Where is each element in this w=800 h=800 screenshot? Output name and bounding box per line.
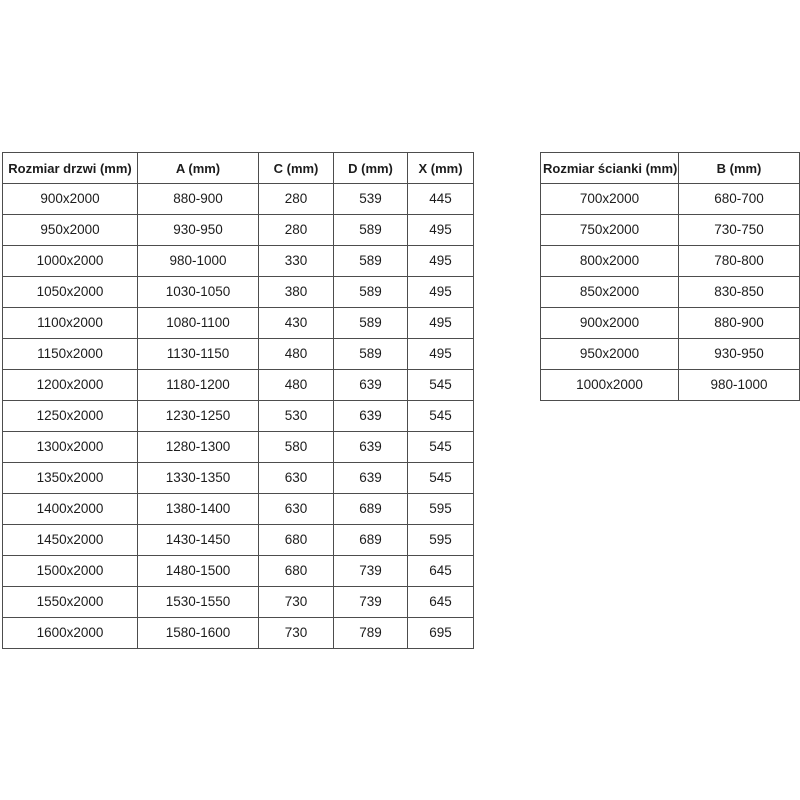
table-cell: 950x2000: [3, 215, 138, 246]
table-cell: 689: [334, 494, 408, 525]
table-row: [3, 525, 474, 556]
table-header-row: [541, 153, 800, 184]
table-cell: 1550x2000: [3, 587, 138, 618]
table-header-cell: B (mm): [679, 153, 800, 184]
table-row: [541, 246, 800, 277]
table-cell: 1350x2000: [3, 463, 138, 494]
wall-panel-sizes-table: [540, 152, 800, 401]
table-row: [3, 401, 474, 432]
table-cell: 495: [408, 215, 474, 246]
table-cell: 730: [259, 587, 334, 618]
table-row: [541, 370, 800, 401]
table-row: [541, 339, 800, 370]
table-cell: 630: [259, 463, 334, 494]
table-cell: 589: [334, 246, 408, 277]
table-row: [3, 494, 474, 525]
table-cell: 1280-1300: [138, 432, 259, 463]
table-cell: 739: [334, 556, 408, 587]
table-cell: 1200x2000: [3, 370, 138, 401]
table-cell: 639: [334, 401, 408, 432]
door-sizes-table: [2, 152, 474, 649]
table-row: [3, 618, 474, 649]
table-cell: 1500x2000: [3, 556, 138, 587]
table-row: [3, 370, 474, 401]
table-cell: 639: [334, 463, 408, 494]
table-cell: 1480-1500: [138, 556, 259, 587]
table-cell: 1050x2000: [3, 277, 138, 308]
table-row: [3, 308, 474, 339]
table-cell: 780-800: [679, 246, 800, 277]
table-cell: 1580-1600: [138, 618, 259, 649]
table-cell: 430: [259, 308, 334, 339]
table-cell: 1230-1250: [138, 401, 259, 432]
table-cell: 1130-1150: [138, 339, 259, 370]
table-cell: 639: [334, 432, 408, 463]
table-cell: 639: [334, 370, 408, 401]
table-cell: 1530-1550: [138, 587, 259, 618]
table-cell: 900x2000: [3, 184, 138, 215]
table-cell: 680-700: [679, 184, 800, 215]
table-cell: 1330-1350: [138, 463, 259, 494]
table-cell: 589: [334, 277, 408, 308]
table-cell: 595: [408, 525, 474, 556]
table-row: [3, 556, 474, 587]
table-cell: 900x2000: [541, 308, 679, 339]
table-cell: 589: [334, 339, 408, 370]
table-cell: 589: [334, 215, 408, 246]
table-row: [541, 308, 800, 339]
table-cell: 645: [408, 556, 474, 587]
table-header-row: [3, 153, 474, 184]
table-row: [3, 587, 474, 618]
table-cell: 950x2000: [541, 339, 679, 370]
table-row: [3, 463, 474, 494]
table-cell: 1380-1400: [138, 494, 259, 525]
table-cell: 750x2000: [541, 215, 679, 246]
table-row: [541, 215, 800, 246]
table-header-cell: Rozmiar drzwi (mm): [3, 153, 138, 184]
table-header-cell: Rozmiar ścianki (mm): [541, 153, 679, 184]
table-row: [3, 184, 474, 215]
table-cell: 1000x2000: [541, 370, 679, 401]
table-cell: 1100x2000: [3, 308, 138, 339]
table-cell: 530: [259, 401, 334, 432]
table-cell: 280: [259, 184, 334, 215]
table-cell: 495: [408, 339, 474, 370]
table-cell: 930-950: [679, 339, 800, 370]
table-cell: 1400x2000: [3, 494, 138, 525]
table-row: [3, 277, 474, 308]
table-row: [541, 277, 800, 308]
table-cell: 1250x2000: [3, 401, 138, 432]
table-cell: 380: [259, 277, 334, 308]
table-cell: 445: [408, 184, 474, 215]
table-cell: 850x2000: [541, 277, 679, 308]
table-cell: 645: [408, 587, 474, 618]
table-cell: 280: [259, 215, 334, 246]
table-cell: 1180-1200: [138, 370, 259, 401]
table-row: [3, 246, 474, 277]
table-cell: 1430-1450: [138, 525, 259, 556]
table-cell: 630: [259, 494, 334, 525]
table-cell: 980-1000: [138, 246, 259, 277]
table-cell: 1000x2000: [3, 246, 138, 277]
table-cell: 539: [334, 184, 408, 215]
table-cell: 730: [259, 618, 334, 649]
table-cell: 480: [259, 370, 334, 401]
table-cell: 980-1000: [679, 370, 800, 401]
table-cell: 689: [334, 525, 408, 556]
table-cell: 880-900: [679, 308, 800, 339]
table-cell: 730-750: [679, 215, 800, 246]
table-cell: 695: [408, 618, 474, 649]
table-header-cell: C (mm): [259, 153, 334, 184]
table-cell: 480: [259, 339, 334, 370]
table-cell: 1450x2000: [3, 525, 138, 556]
table-cell: 800x2000: [541, 246, 679, 277]
table-cell: 595: [408, 494, 474, 525]
table-cell: 330: [259, 246, 334, 277]
table-header-cell: X (mm): [408, 153, 474, 184]
table-cell: 1030-1050: [138, 277, 259, 308]
table-cell: 680: [259, 525, 334, 556]
table-cell: 1150x2000: [3, 339, 138, 370]
table-row: [3, 215, 474, 246]
table-cell: 545: [408, 401, 474, 432]
table-cell: 545: [408, 463, 474, 494]
table-cell: 580: [259, 432, 334, 463]
table-cell: 739: [334, 587, 408, 618]
table-cell: 495: [408, 277, 474, 308]
table-row: [3, 339, 474, 370]
table-cell: 700x2000: [541, 184, 679, 215]
table-cell: 1300x2000: [3, 432, 138, 463]
table-cell: 830-850: [679, 277, 800, 308]
table-cell: 1080-1100: [138, 308, 259, 339]
table-cell: 495: [408, 308, 474, 339]
table-cell: 789: [334, 618, 408, 649]
table-cell: 1600x2000: [3, 618, 138, 649]
table-header-cell: A (mm): [138, 153, 259, 184]
table-cell: 930-950: [138, 215, 259, 246]
table-row: [541, 184, 800, 215]
table-cell: 545: [408, 370, 474, 401]
table-row: [3, 432, 474, 463]
table-cell: 545: [408, 432, 474, 463]
table-cell: 680: [259, 556, 334, 587]
table-cell: 880-900: [138, 184, 259, 215]
table-cell: 589: [334, 308, 408, 339]
table-cell: 495: [408, 246, 474, 277]
table-header-cell: D (mm): [334, 153, 408, 184]
